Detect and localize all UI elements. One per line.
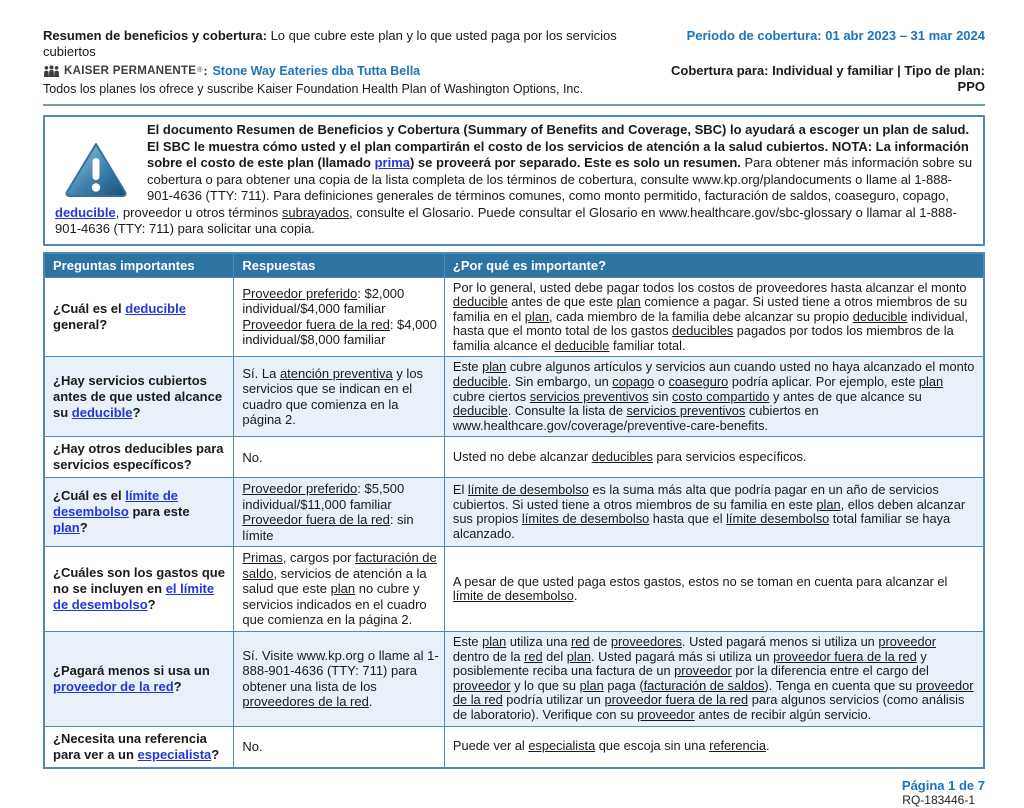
table-row xyxy=(44,631,984,726)
why-cell: Puede ver al especialista que escoja sin una referencia. xyxy=(444,726,984,768)
notice-text: El documento Resumen de Beneficios y Cobertura (Summary of Benefits and Coverage, SBC) lo ayudará a escoger un plan de salud. El SBC le muestra cómo usted y el plan compartirán el costo de los servicios de atención a la salud cubiertos. NOTA: La información sobre el costo de este plan (llamado prima) se proveerá por separado. Este es solo un resumen. Para obtener más información sobre su cobertura o para obtener una copia de la lista completa de los términos de cobertura, consulte www.kp.org/plandocuments o llame al 1-888-901-4636 (TTY: 711). Para definiciones generales de términos comunes, como monto permitido, facturación de saldos, coaseguro, copago, deducible, proveedor u otros términos subrayados, consulte el Glosario. Puede consultar el Glosario en www.healthcare.gov/sbc-glossary o llamar al 1-888-901-4636 (TTY: 711) para solicitar una copia. xyxy=(55,122,973,236)
question-cell: ¿Necesita una referencia para ver a un especialista? xyxy=(44,726,234,768)
notice-box xyxy=(43,115,985,246)
glossary-link[interactable]: plan xyxy=(53,520,80,536)
answer-cell: Sí. La atención preventiva y los servicios que se indican en el cuadro que comienza en la página 2. xyxy=(234,357,445,437)
answer-cell: Proveedor preferido: $5,500 individual/$11,000 familiar Proveedor fuera de la red: sin límite xyxy=(234,478,445,547)
glossary-link[interactable]: el límite de desembolso xyxy=(53,581,215,613)
answer-cell: No. xyxy=(234,437,445,478)
table-row xyxy=(44,547,984,632)
table-row xyxy=(44,437,984,478)
brand-colon: : xyxy=(203,64,208,78)
brand-line xyxy=(43,63,652,79)
glossary-link[interactable]: proveedor de la red xyxy=(53,678,174,694)
coverage-for: Cobertura para: Individual y familiar | Tipo de plan: PPO xyxy=(670,63,985,94)
question-cell: ¿Cuál es el límite de desembolso para este plan? xyxy=(44,478,234,547)
question-cell: ¿Hay servicios cubiertos antes de que usted alcance su deducible? xyxy=(44,357,234,437)
question-cell: ¿Hay otros deducibles para servicios específicos? xyxy=(44,437,234,478)
header-left xyxy=(43,28,652,97)
glossary-link[interactable]: deducible xyxy=(71,404,133,420)
document-header xyxy=(43,28,985,97)
document-id: RQ-183446-1 xyxy=(902,792,975,807)
warning-triangle-icon xyxy=(57,140,135,200)
glossary-link[interactable]: especialista xyxy=(137,746,212,762)
why-cell: Este plan cubre algunos artículos y servicios aun cuando usted no haya alcanzado el monto deducible. Sin embargo, un copago o coaseguro podría aplicar. Por ejemplo, este plan cubre ciertos servicios preventivos sin costo compartido y antes de que alcance su deducible. Consulte la lista de servicios preventivos cubiertos en www.healthcare.gov/coverage/preventive-care-benefits. xyxy=(444,357,984,437)
underwriter-line: Todos los planes los ofrece y suscribe Kaiser Foundation Health Plan of Washington Options, Inc. xyxy=(43,82,584,96)
group-name: Stone Way Eateries dba Tutta Bella xyxy=(212,64,421,78)
page-title-bold: Resumen de beneficios y cobertura: xyxy=(43,28,267,43)
table-row xyxy=(44,277,984,357)
question-cell: ¿Cuál es el deducible general? xyxy=(44,277,234,357)
question-cell: ¿Cuáles son los gastos que no se incluyen en el límite de desembolso? xyxy=(44,547,234,632)
kaiser-people-icon xyxy=(43,65,60,78)
why-cell: Este plan utiliza una red de proveedores. Usted pagará menos si utiliza un proveedor dentro de la red del plan. Usted pagará más si utiliza un proveedor fuera de la red y posiblemente reciba una factura de un proveedor por la diferencia entre el cargo del proveedor y lo que su plan paga (facturación de saldos). Tenga en cuenta que su proveedor de la red podría utilizar un proveedor fuera de la red para algunos servicios (como análisis de laboratorio). Verifique con su proveedor antes de recibir algún servicio. xyxy=(444,631,984,726)
why-cell: A pesar de que usted paga estos gastos, estos no se toman en cuenta para alcanzar el límite de desembolso. xyxy=(444,547,984,632)
answer-cell: Proveedor preferido: $2,000 individual/$4,000 familiar Proveedor fuera de la red: $4,000 individual/$8,000 familiar xyxy=(234,277,445,357)
header-right xyxy=(652,28,985,97)
table-header-row xyxy=(44,253,984,278)
question-cell: ¿Pagará menos si usa un proveedor de la red? xyxy=(44,631,234,726)
column-header-why: ¿Por qué es importante? xyxy=(444,253,984,278)
answer-cell: No. xyxy=(234,726,445,768)
answer-cell: Sí. Visite www.kp.org o llame al 1-888-901-4636 (TTY: 711) para obtener una lista de los proveedores de la red. xyxy=(234,631,445,726)
brand-name: KAISER PERMANENTE xyxy=(64,65,197,77)
answer-cell: Primas, cargos por facturación de saldo, servicios de atención a la salud que este plan no cubre y servicios indicados en el cuadro que comienza en la página 2. xyxy=(234,547,445,632)
table-row xyxy=(44,478,984,547)
why-cell: El límite de desembolso es la suma más alta que podría pagar en un año de servicios cubiertos. Si usted tiene a otros miembros de su familia en este plan, ellos deben alcanzar sus propios límites de desembolso hasta que el límite desembolso total familiar se haya alcanzado. xyxy=(444,478,984,547)
table-row xyxy=(44,726,984,768)
page-title-rest: Lo que cubre este plan y lo que usted paga por los servicios cubiertos xyxy=(43,28,617,59)
column-header-questions: Preguntas importantes xyxy=(44,253,234,278)
important-questions-table xyxy=(43,252,985,769)
brand-registered-mark: ® xyxy=(197,67,203,74)
glossary-link[interactable]: deducible xyxy=(55,204,116,220)
coverage-period: Periodo de cobertura: 01 abr 2023 – 31 mar 2024 xyxy=(686,28,985,43)
glossary-link[interactable]: límite de desembolso xyxy=(53,488,178,520)
page-title xyxy=(43,28,652,60)
why-cell: Por lo general, usted debe pagar todos los costos de proveedores hasta alcanzar el monto deducible antes de que este plan comience a pagar. Si usted tiene a otros miembros de su familia en el plan, cada miembro de la familia debe alcanzar su propio deducible individual, hasta que el monto total de los gastos deducibles pagados por todos los miembros de la familia alcance el deducible familiar total. xyxy=(444,277,984,357)
table-row xyxy=(44,357,984,437)
why-cell: Usted no debe alcanzar deducibles para servicios específicos. xyxy=(444,437,984,478)
column-header-answers: Respuestas xyxy=(234,253,445,278)
glossary-link[interactable]: deducible xyxy=(125,300,186,316)
document-footer xyxy=(43,778,985,808)
page-number: Página 1 de 7 xyxy=(901,777,985,793)
header-divider xyxy=(43,104,985,106)
glossary-link[interactable]: prima xyxy=(374,155,410,170)
